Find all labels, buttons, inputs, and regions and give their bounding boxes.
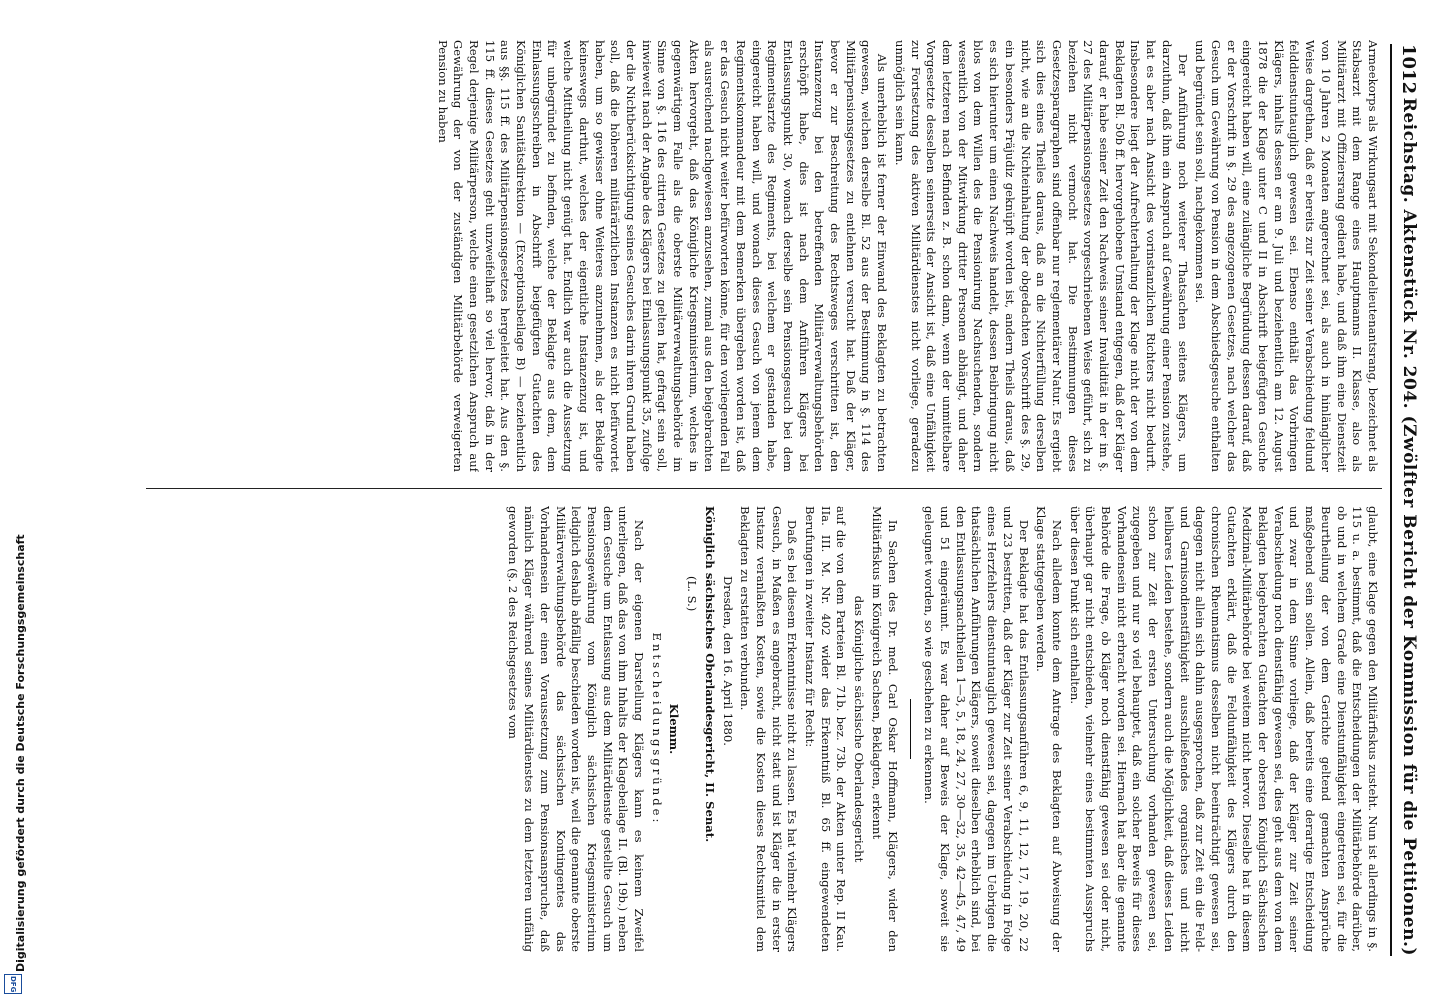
left-column [136, 40, 1380, 472]
left-paragraph-3: Als unerheblich ist ferner der Einwand des Beklagten zu betrachten gewesen, welchen derselbe Bl. 52 aus der Bestimmung in §. 114 des Militärpensionsgesetzes zu entlehnen versucht hat. Daß der Kläger, bevor er zur Beschreitung des Rechtsweges verschritten ist, den Instanzenzug bei den betreffenden Militärverwaltungsbehörden erschöpft habe, dies ist nach dem Anführen Klägers bei Entlassungspunkt 30, wonach derselbe sein Pensionsgesuch bei dem Regimentsarzte des Regiments, bei welchem er gestanden habe, eingereicht haben will, und wonach dieses Gesuch von jenem dem Regimentskommandeur mit dem Bemerken übergeben worden ist, daß er das Gesuch nicht weiter befürworten könne, für den vorliegenden Fall als ausreichend nachgewiesen anzusehen, zumal aus den beigebrachten Akten hervorgeht, daß das Königliche Kriegsministerium, welches in gegenwärtigem Falle als die oberste Militärverwaltungsbehörde im Sinne von §. 116 des citirten Gesetzes zu gelten hat, gefragt sein soll, inwieweit nach der Angabe des Klägers bei Einlassungspunkt 35, zufolge der die Nichtberücksichtigung seines Gesuches darin ihren Grund haben soll, daß die höheren militärärztlichen Instanzen es nicht befürwortet haben, um so gewisser ohne Weiteres anzunehmen, als der Beklagte keineswegs darthut, welches der eigentliche Instanzenzug ist, und welche Mittheilung nicht genügt hat. Endlich war auch die Aussetzung für unbegründet zu befinden, welche der Beklagte aus dem, dem Einlassungsschreiben in Abschrift beigefügten Gutachten des Königlichen Sanitätsdirektion — (Exceptionsbeilage B) — beziehentlich aus §§. 115 ff. des Militärpensionsgesetzes hergeleitet hat. Aus den §. 115 ff. dieses Gesetzes geht unzweifelhaft so viel hervor, daß in der Regel derjenige Militärperson, welche einen gesetzlichen Anspruch auf Gewährung der von der zuständigen Militärbehörde verweigerten Pension zu haben [435, 40, 890, 472]
court-line: das Königliche sächsische Oberlandesgericht [852, 595, 867, 863]
signature: Klemm. [667, 703, 682, 755]
section-separator [910, 699, 911, 759]
left-paragraph-1: Armeekorps als Wirkungsart mit Sekondelieutenantsrang, bezeichnet als Stabsarzt mit dem Range eines Hauptmanns II. Klasse, also als Militärarzt mit Offiziersrang gedient habe, und daß ihm eine Dienstzeit von 10 Jahren 2 Monaten angerechnet sei, als auch in hinlänglicher Weise dargethan, daß er bereits zur Zeit seiner Verabschiedung feldund felddienstuntauglich gewesen sei. Ebenso enthält das Vorbringen Klägers, inhalts dessen er am 9. Juli und beziehentlich am 12. August 1878 die der Klage unter C und II in Abschrift beigefügten Gesuche eingereicht haben will, eine zulängliche Begründung dessen darauf, daß er der Vorschrift in §. 29 des angezogenen Gesetzes, nach welcher das Gesuch um Gewährung von Pension in dem Abschiedsgesuche enthalten und begründet sein soll, nachgekommen sei. [1193, 40, 1380, 472]
right-paragraph-1: glaubt, eine Klage gegen den Militärfiskus zusteht. Nun ist allerdings in §. 115 u. a. bestimmt, daß die Entscheidungen der Militärbehörde darüber, ob und in welchem Grade eine Dienstunfähigkeit eingetreten sei, für die Beurtheilung der von dem Gerichte geltend gemachten Ansprüche maßgebend sein sollen. Allein, daß bereits eine derartige Entscheidung und zwar in dem Sinne vorliege, daß der Kläger zur Zeit seiner Verabschiedung noch dienstfähig gewesen sei, dies geht aus dem von dem Beklagten beigebrachten Gutachten der obersten Königlich Sächsischen Medizinal-Militärbehörde bei weitem nicht hervor. Dieselbe hat in diesem Gutachten erklärt, daß die Feldunfähigkeit des Klägers durch den chronischen Rheumatismus desselben nicht beeinträchtigt gewesen sei, dagegen nicht allein sich dahin ausgesprochen, daß zur Zeit ein die Feld- und Garnisondienstfähigkeit ausschließendes organisches und nicht heilbares Leiden bestehe, sondern auch die Möglichkeit, daß dieses Leiden schon zur Zeit der ersten Untersuchung vorhanden gewesen sei, zugegeben und nur so viel behauptet, daß ein solcher Beweis für dieses Vorhandensein nicht erbracht worden sei. Hiernach hat aber die genannte Behörde die Frage, ob Kläger noch dienstfähig gewesen sei oder nicht, überhaupt gar nicht entschieden, vielmehr eines bestimmten Ausspruchs über diesen Punkt sich enthalten. [1067, 506, 1380, 952]
column-divider [146, 488, 1382, 489]
page-number: 1012 [1398, 44, 1420, 95]
document-page [116, 0, 1432, 1000]
grounds-paragraph-1: Nach der eigenen Darstellung Klägers kann es keinem Zweifel unterliegen, daß das von ihm Inhalts der Klagebeilage II. (Bl. 19b.) neben dem Gesuche um Entlassung aus dem Militärdienste gestellte Gesuch um Pensionsgewährung vom Königlich sächsischen Kriegsministerium lediglich deshalb abfällig beschieden worden ist, weil die genannte oberste Militärverwaltungsbehörde das sächsischen Kontingentes das Vorhandensein der einen Voraussetzung zum Pensionsanspruche, daß nämlich Kläger während seines Militärdienstes zu dem letzteren unfähig geworden (§. 2 des Reichsgesetzes vom [506, 506, 647, 952]
page-title: Reichstag. Aktenstück Nr. 204. (Zwölfter Bericht der Kommission für die Petitionen.) [1399, 97, 1419, 956]
court-name: Königlich sächsisches Oberlandesgericht, II. Senat. [702, 506, 717, 843]
grounds-heading: Entscheidungsgründe: [649, 632, 664, 826]
right-paragraph-2: Nach alledem konnte dem Antrage des Beklagten auf Abweisung der Klage stattgegeben werden. [1034, 506, 1064, 952]
seal-mark: (L. S.) [685, 576, 700, 612]
left-paragraph-2: Der Anführung noch weiterer Thatsachen seitens Klägers, um darzuthun, daß ihm ein Anspruch auf Gewährung einer Pension zustehe, hat es aber nach Ansicht des vorinstanzlichen Richters nicht bedurft. Insbesondere liegt der Aufrechterhaltung der Klage nicht der von dem Beklagten Bl. 50b ff. hervorgehobene Umstand entgegen, daß der Kläger darauf, er habe seiner Zeit den Nachweis seiner Invalidität in der im §. 27 des Militärpensionsgesetzes vorgeschriebenen Weise geführt, sich zu beziehen nicht vermocht hat. Die Bestimmungen dieses Gesetzesparagraphen sind offenbar nur reglementärer Natur. Es ergiebt sich dies eines Theiles daraus, daß an die Nichterfüllung derselben nicht, wie an die Nichteinhaltung der obgedachten Vorschrift des §. 29, ein besonders Präjudiz geknüpft worden ist, andern Theils daraus, daß es sich hierunter um einen Nachweis handelt, dessen Beibringung nicht blos von dem Willen des die Pensionirung Nachsuchenden, sondern wesentlich von der Mitwirkung dritter Personen abhängt, und daher dem letzteren nach Befinden z. B. schon dann, wenn der unmittelbare Vorgesetzte desselben seinerseits der Ansicht ist, daß eine Unfähigkeit zur Fortsetzung des aktiven Militärdienstes nicht vorliege, geradezu unmöglich sein kann. [892, 40, 1190, 472]
credit-text: Digitalisierung gefördert durch die Deutsche Forschungsgemeinschaft [14, 534, 27, 972]
right-column [136, 506, 1380, 952]
ruling-text: Daß es bei diesem Erkenntnisse nicht zu lassen. Es hat vielmehr Klägers Gesuch, in Maßen es angebracht, nicht statt und ist Kläger die in erster Instanz veranlaßten Kosten, sowie die Kosten dieses Rechtsmittel dem Beklagten zu erstatten verbunden. [738, 506, 800, 952]
decision-text: auf die von dem Parteien Bl. 71b. bez. 73b. der Akten unter Rep. II Kau. IIa. III. M. Nr. 402 wider das Erkenntniß Bl. 65 ff. eingewendeten Berufungen in zweiter Instanz für Recht: [803, 506, 849, 952]
date-line: Dresden, den 16. April 1880. [720, 576, 735, 746]
right-paragraph-3: Der Beklagte hat das Entlassungsanführen 6, 9, 11, 12, 17, 19, 20, 22 und 23 bestritten, daß der Kläger zur Zeit seiner Verabschiedung in Folge eines Herzfehlers dienstuntauglich gewesen sei, dagegen im Uebrigen die thatsächlichen Anführungen Klägers, soweit dieselben erheblich sind, bei den Entlassungsnachtheilen 1—3, 5, 18, 24, 27, 30—32, 35, 42—45, 47, 49 und 51 eingeräumt. Es war daher auf Beweis der Klage, soweit sie geleugnet worden, so wie geschehen zu erkennen. [922, 506, 1031, 952]
case-intro: In Sachen des Dr. med. Carl Oskar Hoffmann, Klägers, wider den Militärfiskus im Königreich Sachsen, Beklagten, erkennt [869, 506, 900, 952]
digitization-credit [0, 0, 28, 1000]
dfg-logo: DFG [4, 974, 22, 994]
page-header [1390, 44, 1426, 956]
